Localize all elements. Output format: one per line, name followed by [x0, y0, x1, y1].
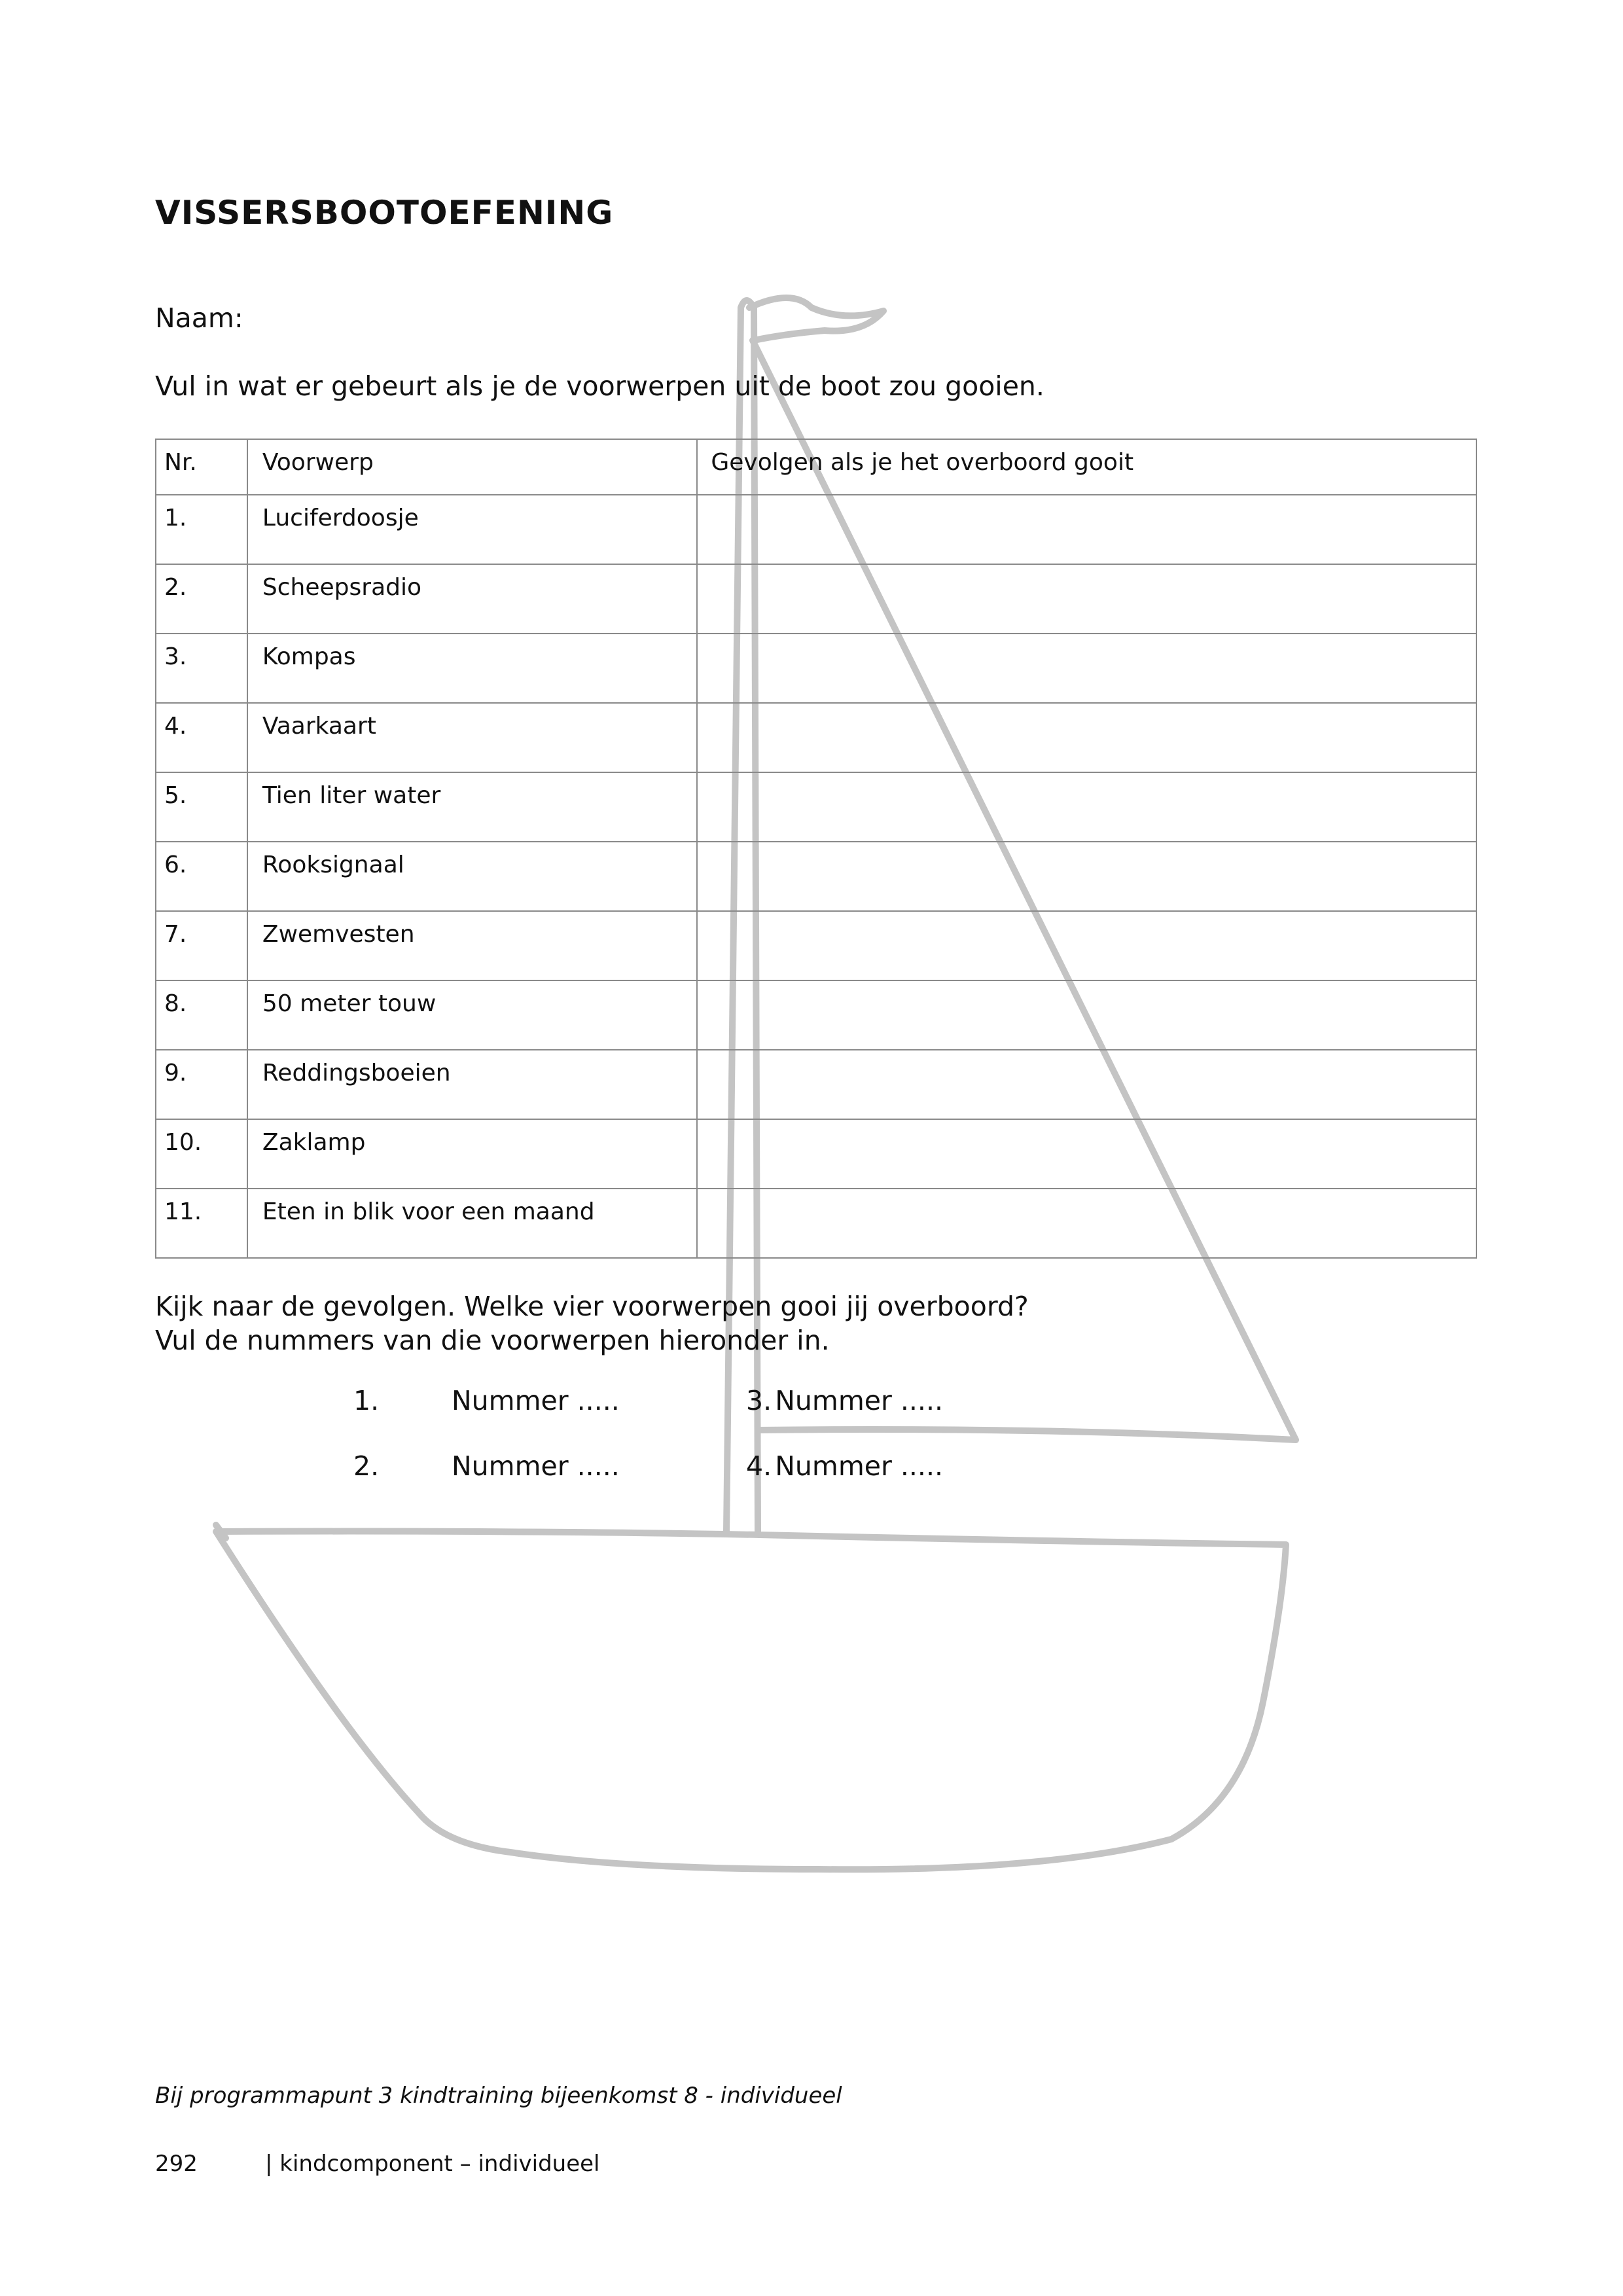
table-row: [156, 703, 1476, 772]
answer-1[interactable]: [353, 1385, 379, 1416]
header-item: Voorwerp: [247, 439, 697, 495]
answer-2-field[interactable]: [452, 1450, 620, 1482]
answer-text: Nummer .....: [452, 1385, 620, 1416]
question-line-1: Kijk naar de gevolgen. Welke vier voorwerpen gooi jij overboord?: [155, 1291, 1029, 1322]
boat-flag: [749, 298, 883, 340]
answer-number: 4.: [746, 1450, 772, 1482]
row-item: Tien liter water: [247, 772, 697, 842]
row-item: Scheepsradio: [247, 564, 697, 634]
instruction-text: Vul in wat er gebeurt als je de voorwerpen uit de boot zou gooien.: [155, 370, 1044, 402]
answer-3[interactable]: [746, 1385, 943, 1416]
answer-2[interactable]: [353, 1450, 379, 1482]
row-item: Zaklamp: [247, 1119, 697, 1189]
table-row: [156, 495, 1476, 564]
table-row: [156, 1119, 1476, 1189]
row-number: 2.: [156, 564, 247, 634]
header-nr: Nr.: [156, 439, 247, 495]
row-number: 3.: [156, 634, 247, 703]
table-row: [156, 1050, 1476, 1119]
row-consequence-cell[interactable]: [697, 772, 1476, 842]
boat-hull-edge: [216, 1525, 226, 1538]
row-item: Kompas: [247, 634, 697, 703]
row-consequence-cell[interactable]: [697, 842, 1476, 911]
row-consequence-cell[interactable]: [697, 980, 1476, 1050]
table-row: [156, 772, 1476, 842]
row-number: 7.: [156, 911, 247, 980]
boat-hull: [216, 1532, 1286, 1870]
row-number: 10.: [156, 1119, 247, 1189]
answer-text: Nummer .....: [775, 1450, 944, 1482]
row-consequence-cell[interactable]: [697, 703, 1476, 772]
row-consequence-cell[interactable]: [697, 564, 1476, 634]
row-number: 5.: [156, 772, 247, 842]
answer-number: 2.: [353, 1450, 380, 1482]
row-consequence-cell[interactable]: [697, 495, 1476, 564]
table-row: [156, 564, 1476, 634]
question-line-2: Vul de nummers van die voorwerpen hieronder in.: [155, 1325, 830, 1356]
row-consequence-cell[interactable]: [697, 1119, 1476, 1189]
row-item: Rooksignaal: [247, 842, 697, 911]
answer-1-field[interactable]: [452, 1385, 620, 1416]
table-row: [156, 911, 1476, 980]
table-row: [156, 1189, 1476, 1258]
row-consequence-cell[interactable]: [697, 911, 1476, 980]
question-text: [155, 1289, 1029, 1357]
answer-number: 1.: [353, 1385, 380, 1416]
table-row: [156, 842, 1476, 911]
header-consequence: Gevolgen als je het overboord gooit: [697, 439, 1476, 495]
row-item: 50 meter touw: [247, 980, 697, 1050]
row-consequence-cell[interactable]: [697, 1189, 1476, 1258]
row-number: 9.: [156, 1050, 247, 1119]
table-row: [156, 634, 1476, 703]
row-item: Zwemvesten: [247, 911, 697, 980]
row-number: 4.: [156, 703, 247, 772]
row-item: Vaarkaart: [247, 703, 697, 772]
page-number: 292: [155, 2151, 198, 2177]
footer-section: | kindcomponent – individueel: [265, 2151, 600, 2177]
name-label: Naam:: [155, 302, 243, 334]
row-number: 8.: [156, 980, 247, 1050]
row-number: 11.: [156, 1189, 247, 1258]
row-item: Reddingsboeien: [247, 1050, 697, 1119]
footer-note: Bij programmapunt 3 kindtraining bijeenkomst 8 - individueel: [155, 2083, 842, 2109]
answer-text: Nummer .....: [775, 1385, 944, 1416]
page-title: VISSERSBOOTOEFENING: [155, 194, 614, 232]
row-item: Eten in blik voor een maand: [247, 1189, 697, 1258]
answer-text: Nummer .....: [452, 1450, 620, 1482]
items-table: [155, 439, 1477, 1259]
row-item: Luciferdoosje: [247, 495, 697, 564]
answer-number: 3.: [746, 1385, 772, 1416]
row-number: 6.: [156, 842, 247, 911]
table-row: [156, 980, 1476, 1050]
answer-4[interactable]: [746, 1450, 943, 1482]
table-header-row: [156, 439, 1476, 495]
row-consequence-cell[interactable]: [697, 634, 1476, 703]
row-number: 1.: [156, 495, 247, 564]
row-consequence-cell[interactable]: [697, 1050, 1476, 1119]
